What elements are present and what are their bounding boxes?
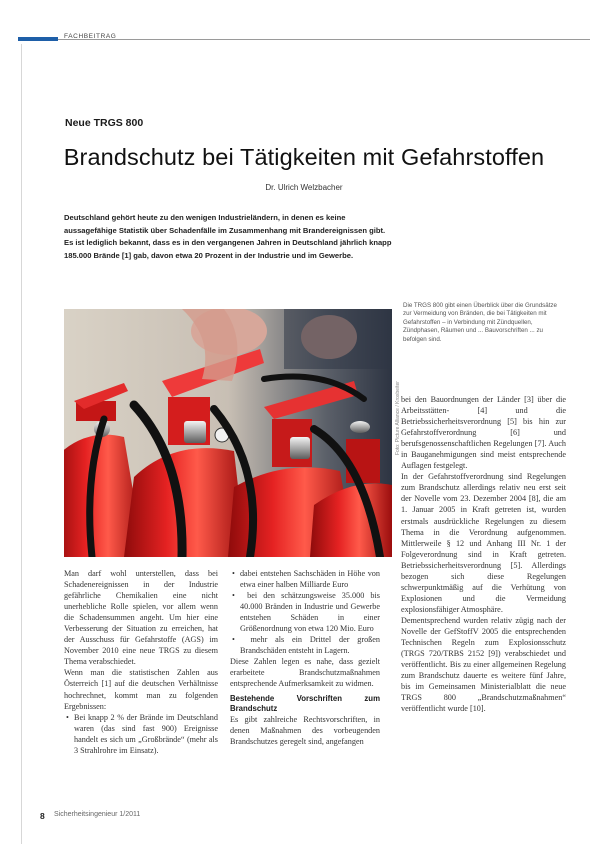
text-column-2 [230,568,380,747]
bullet-item: • Bei knapp 2 % der Brände im Deutschland waren (das sind fast 900) Ereignisse handelt es sich um „Großbrände“ (mehr als 3 Strahlrohre im Einsatz). [64,712,218,756]
article-author: Dr. Ulrich Welzbacher [265,183,343,192]
bullet-item: • mehr als ein Drittel der großen Brandschäden entsteht in Lagern. [230,634,380,656]
header-rule [58,39,590,40]
paragraph: Wenn man die statistischen Zahlen aus Österreich [1] auf die deutschen Verhältnisse hochrechnet, kommt man zu folgenden Ergebnissen: [64,668,218,711]
paragraph: Dementsprechend wurden relativ zügig nach der Novelle der GefStoffV 2005 die entsprechenden Technischen Regeln zum Explosionsschutz (TRGS 720/TRBS 2152 [9]) verabschiedet und veröffentlicht. Bis zu einer allgemeinen Regelung zum Brandschutz dauerte es weitere fünf Jahre, bis im Gemeinsamen Ministerialblatt die neue TRGS 800 „Brandschutzmaßnahmen“ veröffentlicht wurde [10]. [401,615,566,714]
bullet-item: • dabei entstehen Sachschäden in Höhe von etwa einer halben Milliarde Euro [230,568,380,590]
paragraph: Man darf wohl unterstellen, dass bei Schadenereignissen in der Industrie gefährliche Chemikalien eine nicht unerhebliche Rolle spielen, vor allem wenn die Schadensummen angeht. Um hier eine Verbesserung der Situation zu erreichen, hat der Ausschuss für Gefahrstoffe (AGS) im November 2010 eine neue TRGS zu diesem Thema verabschiedet. [64,569,218,667]
article-lead: Deutschland gehört heute zu den wenigen Industrieländern, in denen es keine aussagefähige Statistik über Schadenfälle im Zusammenhang mit Brandereignissen gibt. Es ist lediglich bekannt, dass es in den vergangenen Jahren in Deutschland jährlich knapp 185.000 Brände [1] gab, davon etwa 20 Prozent in der Industrie und im Gewerbe. [64,213,392,260]
section-color-bar [18,37,58,41]
photo-credit: Foto: Picture Alliance / Kroxbeiter [395,381,401,455]
subheading: Bestehende Vorschriften zum Brandschutz [230,693,380,713]
bullet-item: • bei den schätzungsweise 35.000 bis 40.000 Bränden in Industrie und Gewerbe entstehen Schäden in einer Größenordnung von etwa 120 Mio. Euro [230,590,380,634]
fire-extinguishers-photo [64,309,392,557]
text-column-3 [401,394,566,714]
section-label: FACHBEITRAG [64,33,117,40]
paragraph: In der Gefahrstoffverordnung sind Regelungen zum Brandschutz allerdings relativ neu erst seit der Novelle vom 23. Dezember 2004 [8], die am 1. Januar 2005 in Kraft getreten ist, wurden erstmals ausdrückliche Regelungen zu diesem Thema in die Verordnung aufgenommen. Mittlerweile § 12 und Anhang III Nr. 1 der Folgeverordnung sind in Kraft getreten. Betriebssicherheitsverordnung [5]. Allerdings bezogen sich diese Regelungen schwerpunktmäßig auf die Verhütung von Explosionen und die Vermeidung explosionsfähiger Atmosphäre. [401,472,566,614]
article-title: Brandschutz bei Tätigkeiten mit Gefahrstoffen [63,144,545,170]
page-number: 8 [40,811,45,821]
journal-footer: Sicherheitsingenieur 1/2011 [54,811,141,818]
paragraph: bei den Bauordnungen der Länder [3] über die Arbeitsstätten- [4] und die Betriebssicherheitsverordnung [5] bis hin zur Gefahrstoffverordnung [6] und berufsgenossenschaftlichen Regelungen [7]. Auch in Bauganehmigungen sind meist entsprechende Auflagen festgelegt. [401,395,566,471]
paragraph: Es gibt zahlreiche Rechtsvorschriften, in denen Maßnahmen des vorbeugenden Brandschutzes geregelt sind, angefangen [230,714,380,746]
photo-caption: Die TRGS 800 gibt einen Überblick über die Grundsätze zur Vermeidung von Bränden, die bei Tätigkeiten mit Gefahrstoffen – in Verbindung mit Zündquellen, Zündphasen, Räumen und ... Bauvorschriften ... zu befolgen sind. [403,302,557,343]
text-column-1 [64,568,218,756]
paragraph: Diese Zahlen legen es nahe, dass gezielt erarbeitete Brandschutzmaßnahmen entsprechende Aufmerksamkeit zu widmen. [230,657,380,689]
article-kicker: Neue TRGS 800 [65,117,144,129]
